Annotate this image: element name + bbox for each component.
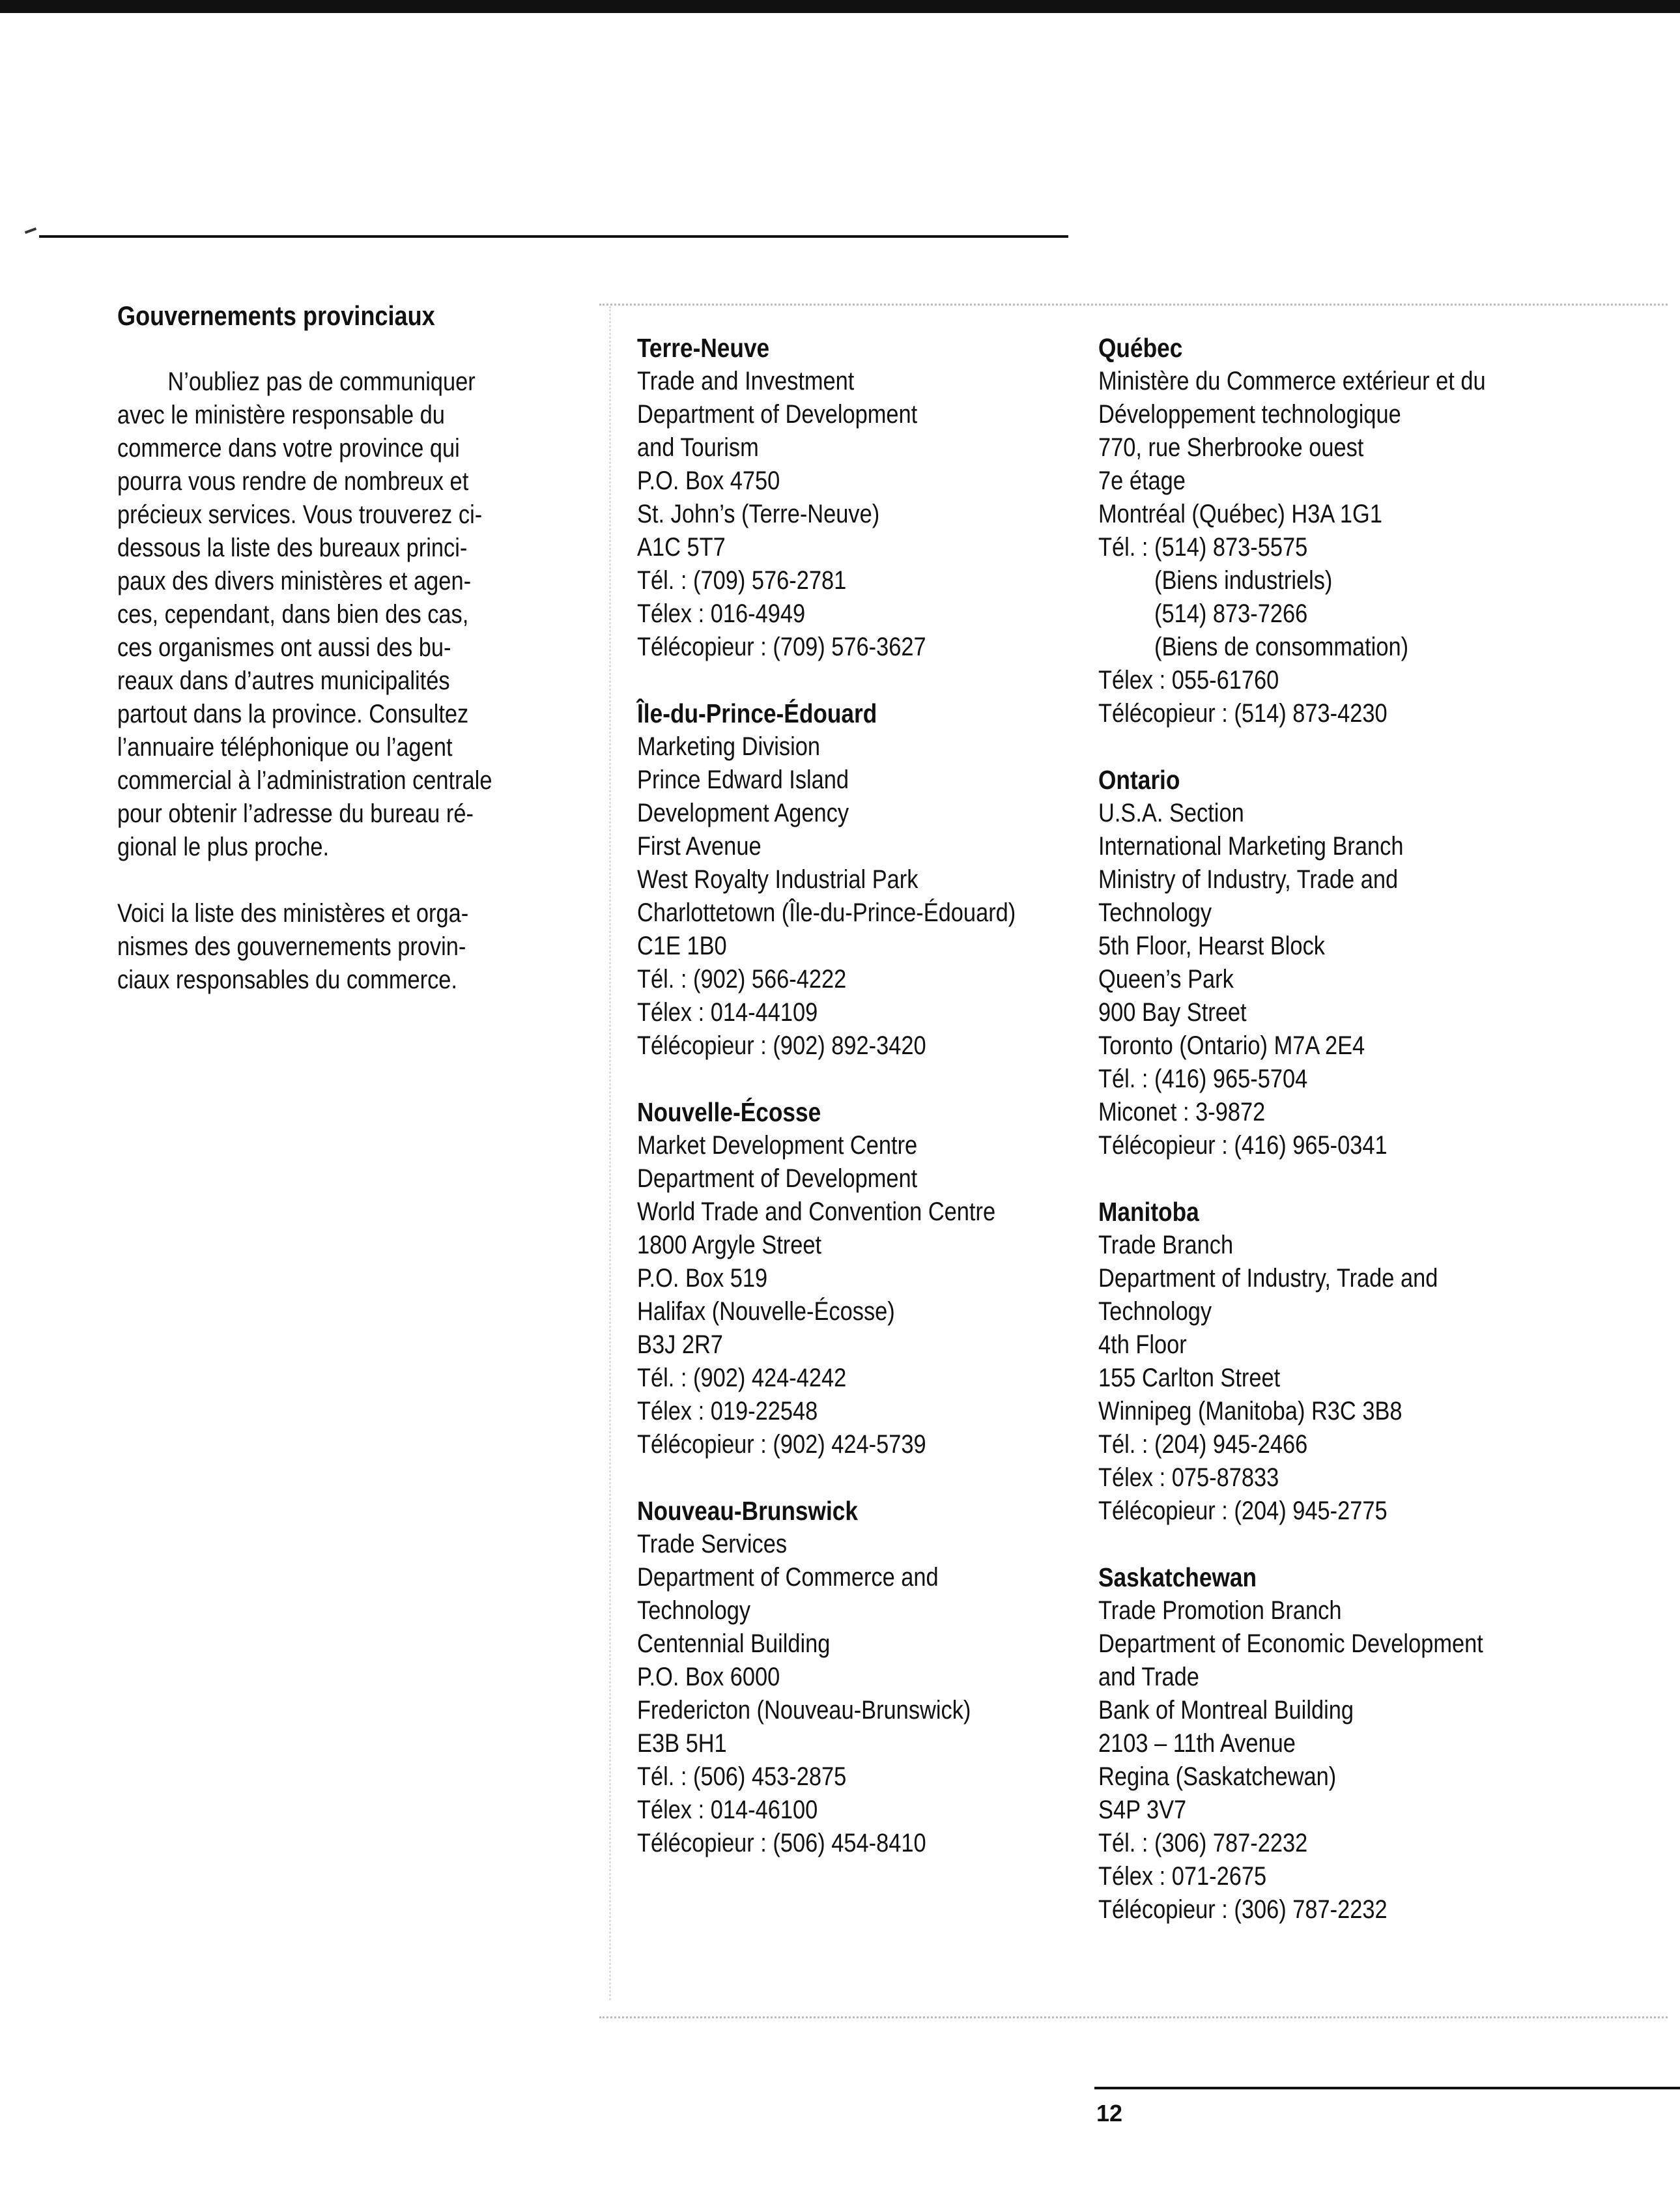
phone-note: (Biens industriels) <box>1154 566 1333 595</box>
telex-line: Télex : 075-87833 <box>1098 1463 1279 1492</box>
address-line: Department of Economic Development <box>1098 1629 1483 1658</box>
address-line: Marketing Division <box>637 732 821 761</box>
phone-line: Tél. : (902) 424-4242 <box>637 1364 847 1392</box>
fax-line: Télécopieur : (902) 424-5739 <box>637 1430 926 1459</box>
entry-quebec <box>1098 332 1574 730</box>
address-line: 1800 Argyle Street <box>637 1231 822 1259</box>
address-line: Centennial Building <box>637 1629 831 1658</box>
address-line: Trade Branch <box>1098 1231 1234 1259</box>
address-line: Fredericton (Nouveau-Brunswick) <box>637 1696 971 1725</box>
address-line: West Royalty Industrial Park <box>637 865 918 894</box>
phone-line: Tél. : (902) 566-4222 <box>637 965 847 994</box>
address-line: First Avenue <box>637 832 762 861</box>
postal-code: B3J 2R7 <box>637 1330 723 1359</box>
address-line: Winnipeg (Manitoba) R3C 3B8 <box>1098 1397 1402 1425</box>
address-line: 770, rue Sherbrooke ouest <box>1098 433 1364 462</box>
province-name: Saskatchewan <box>1098 1562 1257 1592</box>
address-line: 2103 – 11th Avenue <box>1098 1729 1296 1758</box>
column-divider <box>609 306 611 2000</box>
address-line: Department of Development <box>637 1164 918 1193</box>
address-line: Department of Commerce and <box>637 1563 939 1592</box>
address-line: Department of Development <box>637 400 918 429</box>
address-line: Technology <box>637 1596 751 1625</box>
address-line: Queen’s Park <box>1098 965 1234 994</box>
province-name: Nouveau-Brunswick <box>637 1496 858 1526</box>
address-line: International Marketing Branch <box>1098 832 1404 861</box>
phone-line: Tél. : (204) 945-2466 <box>1098 1430 1308 1459</box>
province-name: Nouvelle-Écosse <box>637 1097 821 1127</box>
fax-line: Télécopieur : (306) 787-2232 <box>1098 1895 1388 1924</box>
footer-rule <box>1094 2087 1680 2089</box>
postal-code: E3B 5H1 <box>637 1729 727 1758</box>
postal-code: S4P 3V7 <box>1098 1796 1187 1824</box>
address-line: Toronto (Ontario) M7A 2E4 <box>1098 1031 1365 1060</box>
fax-line: Télécopieur : (204) 945-2775 <box>1098 1496 1388 1525</box>
phone-line: Tél. : (514) 873-5575 <box>1098 533 1308 562</box>
telex-line: Télex : 014-46100 <box>637 1796 818 1824</box>
entry-saskatchewan <box>1098 1561 1574 1926</box>
address-line: 5th Floor, Hearst Block <box>1098 932 1325 960</box>
entry-ile-du-prince-edouard <box>637 697 1057 1063</box>
phone-line-secondary: (514) 873-7266 <box>1154 599 1308 628</box>
fax-line: Télécopieur : (514) 873-4230 <box>1098 699 1388 728</box>
intro-paragraph-list-note: Voici la liste des ministères et orga- nismes des gouvernements provin- ciaux responsables du commerce. <box>117 899 469 994</box>
phone-line: Tél. : (416) 965-5704 <box>1098 1065 1308 1093</box>
address-line: Trade Promotion Branch <box>1098 1596 1342 1625</box>
address-line: P.O. Box 6000 <box>637 1663 780 1691</box>
address-line: Market Development Centre <box>637 1131 918 1160</box>
phone-line: Tél. : (506) 453-2875 <box>637 1762 847 1791</box>
page-number: 12 <box>1096 2100 1123 2127</box>
address-line: and Trade <box>1098 1663 1199 1691</box>
province-name: Québec <box>1098 333 1183 363</box>
address-line: Regina (Saskatchewan) <box>1098 1762 1337 1791</box>
address-column-middle <box>637 332 1057 1893</box>
address-line: World Trade and Convention Centre <box>637 1197 996 1226</box>
province-name: Manitoba <box>1098 1197 1199 1227</box>
address-line: Department of Industry, Trade and <box>1098 1264 1438 1293</box>
address-line: Trade and Investment <box>637 367 855 395</box>
entry-terre-neuve <box>637 332 1057 664</box>
intro-column <box>117 299 548 997</box>
telex-line: Télex : 016-4949 <box>637 599 806 628</box>
telex-line: Télex : 055-61760 <box>1098 666 1279 695</box>
address-line: Halifax (Nouvelle-Écosse) <box>637 1297 895 1326</box>
address-line: and Tourism <box>637 433 759 462</box>
phone-note: (Biens de consommation) <box>1154 633 1409 661</box>
phone-line: Tél. : (306) 787-2232 <box>1098 1829 1308 1857</box>
fax-line: Télécopieur : (709) 576-3627 <box>637 633 926 661</box>
address-line: 900 Bay Street <box>1098 998 1247 1027</box>
address-line: Ministère du Commerce extérieur et du <box>1098 367 1486 395</box>
bottom-dotted-line <box>599 2016 1668 2018</box>
scan-top-border <box>0 0 1680 13</box>
address-line: 4th Floor <box>1098 1330 1187 1359</box>
province-name: Île-du-Prince-Édouard <box>637 698 877 728</box>
scan-mark <box>25 227 36 234</box>
top-rule <box>39 235 1068 238</box>
address-line: Technology <box>1098 1297 1212 1326</box>
postal-code: A1C 5T7 <box>637 533 726 562</box>
address-line: Montréal (Québec) H3A 1G1 <box>1098 500 1382 528</box>
address-column-right <box>1098 332 1574 1960</box>
address-line: U.S.A. Section <box>1098 799 1244 827</box>
section-title: Gouvernements provinciaux <box>117 300 435 331</box>
entry-nouveau-brunswick <box>637 1495 1057 1860</box>
address-line: Development Agency <box>637 799 849 827</box>
entry-ontario <box>1098 764 1574 1162</box>
address-line: Ministry of Industry, Trade and <box>1098 865 1399 894</box>
address-line: 7e étage <box>1098 466 1186 495</box>
province-name: Ontario <box>1098 765 1180 795</box>
address-line: Charlottetown (Île-du-Prince-Édouard) <box>637 898 1016 927</box>
top-dotted-line <box>599 304 1668 306</box>
entry-manitoba <box>1098 1196 1574 1528</box>
address-line: Technology <box>1098 898 1212 927</box>
telex-line: Télex : 071-2675 <box>1098 1862 1267 1891</box>
entry-nouvelle-ecosse <box>637 1096 1057 1461</box>
address-line: 155 Carlton Street <box>1098 1364 1281 1392</box>
address-line: Bank of Montreal Building <box>1098 1696 1354 1725</box>
address-line: Développement technologique <box>1098 400 1401 429</box>
address-line: P.O. Box 519 <box>637 1264 768 1293</box>
intro-paragraph: N’oubliez pas de communiquer avec le ministère responsable du commerce dans votre province qui pourra vous rendre de nombreux et précieux services. Vous trouverez ci- dessous la liste des bureaux princi- paux des divers ministères et agen- ces, cependant, dans bien des cas, ces organismes ont aussi des bu- reaux dans d’autres municipalités partout dans la province. Consultez l’annuaire téléphonique ou l’agent commercial à l’administration centrale pour obtenir l’adresse du bureau ré- gional le plus proche. <box>117 367 492 861</box>
fax-line: Télécopieur : (416) 965-0341 <box>1098 1131 1388 1160</box>
address-line: P.O. Box 4750 <box>637 466 780 495</box>
fax-line: Télécopieur : (506) 454-8410 <box>637 1829 926 1857</box>
telex-line: Télex : 014-44109 <box>637 998 818 1027</box>
phone-line: Tél. : (709) 576-2781 <box>637 566 847 595</box>
miconet-line: Miconet : 3-9872 <box>1098 1098 1266 1126</box>
province-name: Terre-Neuve <box>637 333 770 363</box>
address-line: St. John’s (Terre-Neuve) <box>637 500 880 528</box>
address-line: Prince Edward Island <box>637 766 849 794</box>
postal-code: C1E 1B0 <box>637 932 727 960</box>
telex-line: Télex : 019-22548 <box>637 1397 818 1425</box>
fax-line: Télécopieur : (902) 892-3420 <box>637 1031 926 1060</box>
address-line: Trade Services <box>637 1530 788 1558</box>
